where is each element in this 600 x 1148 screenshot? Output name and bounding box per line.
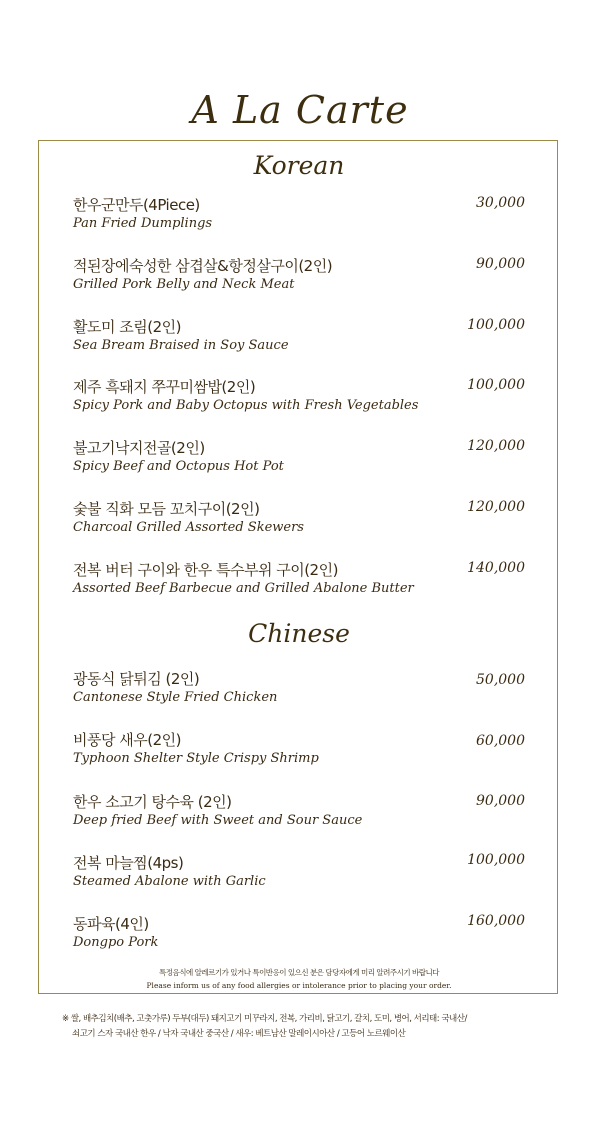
item-price: 50,000 [476,672,525,688]
item-english-name: Spicy Pork and Baby Octopus with Fresh Vegetables [73,398,419,413]
item-price: 120,000 [467,499,525,515]
item-korean-name: 광동식 닭튀김 (2인) [73,670,200,688]
page-title: A La Carte [191,88,409,132]
item-korean-name: 전복 마늘찜(4ps) [73,854,184,872]
origin-notice [62,1012,562,1042]
item-korean-name: 불고기낙지전골(2인) [73,439,205,457]
item-price: 60,000 [476,733,525,749]
item-english-name: Spicy Beef and Octopus Hot Pot [73,459,284,474]
item-price: 90,000 [476,256,525,272]
menu-item [73,437,525,481]
item-korean-name: 숯불 직화 모듬 꼬치구이(2인) [73,500,260,518]
item-price: 90,000 [476,793,525,809]
allergy-notice-english: Please inform us of any food allergies or intolerance prior to placing your order. [146,981,452,990]
item-price: 100,000 [467,852,525,868]
item-price: 30,000 [476,195,525,211]
allergy-notice-korean: 특정음식에 알레르기가 있거나 특이반응이 있으신 분은 담당자에게 미리 알려주시기 바랍니다 [158,968,439,977]
menu-item [73,498,525,542]
item-korean-name: 활도미 조림(2인) [73,318,181,336]
item-english-name: Steamed Abalone with Garlic [73,874,266,889]
item-english-name: Charcoal Grilled Assorted Skewers [73,520,304,535]
item-english-name: Deep fried Beef with Sweet and Sour Sauce [73,813,363,828]
item-korean-name: 한우 소고기 탕수육 (2인) [73,793,232,811]
item-price: 140,000 [467,560,525,576]
item-english-name: Typhoon Shelter Style Crispy Shrimp [73,751,319,766]
item-korean-name: 동파육(4인) [73,915,149,933]
menu-item [73,729,525,773]
menu-item [73,316,525,360]
item-english-name: Assorted Beef Barbecue and Grilled Abalone Butter [73,581,414,596]
section-title-chinese: Chinese [248,619,350,648]
menu-item [73,559,525,603]
menu-item [73,376,525,420]
menu-item [73,852,525,896]
item-price: 100,000 [467,377,525,393]
item-price: 100,000 [467,317,525,333]
item-price: 160,000 [467,913,525,929]
menu-item [73,791,525,835]
origin-line-2: 쇠고기 스자 국내산 한우 / 낙자 국내산 중국산 / 새우: 베트남산 말레이시아산 / 고등어 노르웨이산 [72,1029,406,1039]
item-korean-name: 한우군만두(4Piece) [73,196,200,214]
item-korean-name: 제주 흑돼지 쭈꾸미쌈밥(2인) [73,378,256,396]
item-korean-name: 적된장에숙성한 삼겹살&항정살구이(2인) [73,257,333,275]
item-korean-name: 전복 버터 구이와 한우 특수부위 구이(2인) [73,561,338,579]
item-english-name: Sea Bream Braised in Soy Sauce [73,338,289,353]
menu-item [73,255,525,299]
menu-item [73,194,525,238]
item-price: 120,000 [467,438,525,454]
item-english-name: Dongpo Pork [73,935,159,950]
item-english-name: Cantonese Style Fried Chicken [73,690,278,705]
item-korean-name: 비풍당 새우(2인) [73,731,181,749]
menu-item [73,913,525,957]
menu-box [38,140,558,994]
section-title-korean: Korean [253,151,345,180]
menu-item [73,668,525,712]
item-english-name: Pan Fried Dumplings [73,216,213,231]
origin-line-1: ※ 쌀, 배추김치(배추, 고춧가루) 두부(대두) 돼지고기 미꾸라지, 전복, 가리비, 닭고기, 갈치, 도미, 병어, 서리태: 국내산/ [62,1014,467,1024]
item-english-name: Grilled Pork Belly and Neck Meat [73,277,295,292]
